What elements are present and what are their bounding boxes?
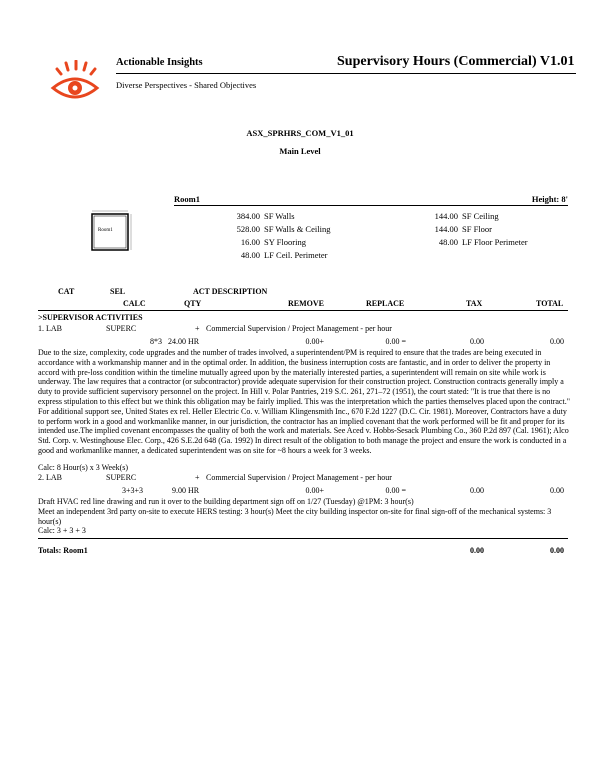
- header-rule: [38, 310, 568, 311]
- item-description: Commercial Supervision / Project Management - per hour: [206, 324, 392, 333]
- measurement-value: 144.00: [434, 211, 458, 221]
- item-remove: 0.00+: [305, 486, 324, 495]
- measurement-value: 48.00: [240, 250, 260, 260]
- estimate-name: ASX_SPRHRS_COM_V1_01: [246, 128, 354, 138]
- item-notes: Draft HVAC red line drawing and run it over to the building department sign off on 1/27 (Tuesday) @1PM: 3 hour(s) Meet an independent 3rd party on-site to execute HERS testing: 3 hour(s) Meet the city building inspector on-site for final sign-off of the mechanical systems: 3 hour(s): [38, 497, 552, 526]
- item-calc: 8*3: [150, 337, 162, 346]
- room-divider: [174, 205, 568, 206]
- item-sel: SUPERC: [106, 473, 137, 482]
- sketch-room-label: Room1: [98, 228, 113, 233]
- measurement-row: [214, 211, 295, 221]
- item-total: 0.00: [550, 337, 564, 346]
- item-total: 0.00: [550, 486, 564, 495]
- room-name: Room1: [174, 194, 200, 204]
- measurement-value: 16.00: [240, 237, 260, 247]
- measurement-label: SY Flooring: [264, 237, 306, 247]
- item-replace: 0.00 =: [385, 337, 406, 346]
- col-header-cat: CAT: [58, 287, 75, 296]
- measurement-value: 48.00: [438, 237, 458, 247]
- measurement-row: [214, 237, 306, 247]
- totals-rule: [38, 538, 568, 539]
- room-height: Height: 8': [531, 194, 568, 204]
- item-tax: 0.00: [470, 337, 484, 346]
- totals-tax: 0.00: [470, 546, 484, 555]
- item-cat: 1. LAB: [38, 324, 62, 333]
- item-description: Commercial Supervision / Project Management - per hour: [206, 473, 392, 482]
- room-sketch: [88, 208, 134, 254]
- measurement-row: [412, 211, 499, 221]
- measurement-row: [214, 250, 328, 260]
- measurement-row: [412, 237, 528, 247]
- measurement-row: [214, 224, 330, 234]
- company-name: Actionable Insights: [116, 57, 203, 68]
- section-title: >SUPERVISOR ACTIVITIES: [38, 313, 143, 322]
- col-header-act-description: ACT DESCRIPTION: [193, 287, 268, 296]
- measurement-label: LF Ceil. Perimeter: [264, 250, 328, 260]
- item-tax: 0.00: [470, 486, 484, 495]
- col-header-sel: SEL: [110, 287, 126, 296]
- col-header-total: TOTAL: [536, 299, 564, 308]
- item-calc-note: Calc: 3 + 3 + 3: [38, 526, 86, 535]
- col-header-calc: CALC: [123, 299, 146, 308]
- item-act: +: [195, 473, 200, 482]
- item-cat: 2. LAB: [38, 473, 62, 482]
- item-replace: 0.00 =: [385, 486, 406, 495]
- measurement-value: 384.00: [236, 211, 260, 221]
- item-notes: Due to the size, complexity, code upgrades and the number of trades involved, a superintendent/PM is required to ensure that the trades are being executed in accordance with a workmanship manner and in the optimal order. In addition, the business interruption costs are fantastic, and in order to deliver the property in accord with pre-loss condition within the timeline mutually agreed upon by the materially interested parties, a superintendent will remain on site while work is underway. The law requires that a contractor (or subcontractor) provide adequate supervision for their construction project. Construction contracts generally imply a duty to provide sufficient supervisory personnel on the project. In Hill v. Polar Pantries, 219 S.C. 261, 271–72 (1951), the court stated: "It is true that there is no express stipulation to this effect but we think this obligation may be fairly implied. This was the interpretation which the parties themselves placed upon the contract." For additional support see, United States ex rel. Heller Electric Co. v. William Klingensmith Inc., 670 F.2d 1227 (D.C. Cir. 1981). Moreover, Contractors have a duty to perform work in a good and workmanlike manner, in our jurisdiction, the contractor has an implied covenant that the work performed will be fit and proper for its intended use.The implied covenant encompasses the quality of both the work and materials. See Aced v. Hobbs-Sesack Plumbing Co., 360 P.2d 897 (Cal. 1961); Alco Std. Corp. v. Westinghouse Elec. Corp., 426 S.E.2d 648 (Ga. 1992) In direct result of the obligation to both manage the project and ensure the work is conducted in a good and workmanlike manner, a dedicated superintendent was on site for ~8 hours a week for 3 weeks.: [38, 348, 570, 455]
- measurement-label: SF Walls: [264, 211, 295, 221]
- item-qty: 9.00 HR: [172, 486, 200, 495]
- measurement-value: 144.00: [434, 224, 458, 234]
- item-qty: 24.00 HR: [168, 337, 200, 346]
- totals-label: Totals: Room1: [38, 546, 88, 555]
- measurement-value: 528.00: [236, 224, 260, 234]
- measurement-row: [412, 224, 492, 234]
- measurement-label: SF Walls & Ceiling: [264, 224, 331, 234]
- document-title: Supervisory Hours (Commercial) V1.01: [337, 54, 575, 69]
- level-name: Main Level: [279, 146, 321, 156]
- item-act: +: [195, 324, 200, 333]
- header-divider: [116, 73, 576, 74]
- measurement-label: SF Ceiling: [462, 211, 499, 221]
- totals-total: 0.00: [550, 546, 564, 555]
- measurement-label: SF Floor: [462, 224, 492, 234]
- measurement-label: LF Floor Perimeter: [462, 237, 528, 247]
- col-header-replace: REPLACE: [366, 299, 405, 308]
- col-header-tax: TAX: [466, 299, 483, 308]
- item-remove: 0.00+: [305, 337, 324, 346]
- col-header-qty: QTY: [184, 299, 202, 308]
- item-sel: SUPERC: [106, 324, 137, 333]
- item-calc: 3+3+3: [122, 486, 144, 495]
- company-logo-icon: [50, 60, 100, 105]
- col-header-remove: REMOVE: [288, 299, 324, 308]
- company-tagline: Diverse Perspectives - Shared Objectives: [116, 80, 257, 90]
- item-calc-note: Calc: 8 Hour(s) x 3 Week(s): [38, 463, 129, 472]
